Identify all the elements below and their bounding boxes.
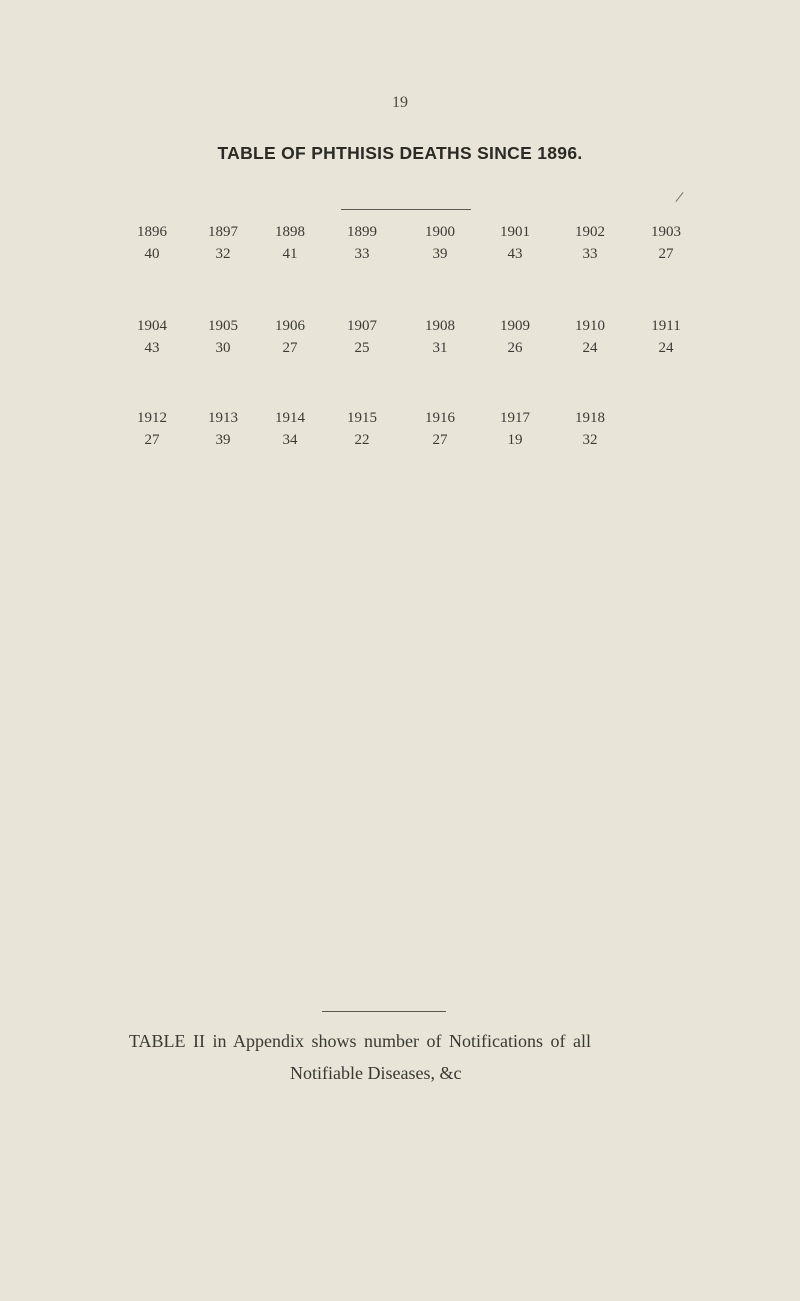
deaths-cell: 24 [658, 340, 674, 356]
year-cell: 1910 [575, 318, 605, 334]
deaths-cell: 27 [144, 432, 160, 448]
year-cell: 1903 [651, 224, 681, 240]
year-cell: 1900 [425, 224, 455, 240]
year-cell: 1906 [275, 318, 305, 334]
deaths-cell: 39 [432, 246, 448, 262]
year-cell: 1901 [500, 224, 530, 240]
deaths-cell: 33 [582, 246, 598, 262]
deaths-cell: 30 [215, 340, 231, 356]
year-cell: 1907 [347, 318, 377, 334]
deaths-cell: 32 [582, 432, 598, 448]
year-cell: 1912 [137, 410, 167, 426]
deaths-cell: 34 [282, 432, 298, 448]
deaths-cell: 33 [354, 246, 370, 262]
year-cell: 1905 [208, 318, 238, 334]
deaths-cell: 40 [144, 246, 160, 262]
deaths-cell: 22 [354, 432, 370, 448]
year-cell: 1902 [575, 224, 605, 240]
deaths-cell: 25 [354, 340, 370, 356]
deaths-cell: 32 [215, 246, 231, 262]
note-line-2: Notifiable Diseases, &c [290, 1063, 462, 1083]
deaths-cell: 41 [282, 246, 298, 262]
deaths-cell: 43 [507, 246, 523, 262]
deaths-cell: 43 [144, 340, 160, 356]
deaths-cell: 31 [432, 340, 448, 356]
deaths-cell: 26 [507, 340, 523, 356]
page-number: 19 [392, 94, 408, 111]
year-cell: 1896 [137, 224, 167, 240]
note-line-1: TABLE II in Appendix shows number of Notifications of all [129, 1031, 591, 1051]
deaths-cell: 27 [282, 340, 298, 356]
year-cell: 1917 [500, 410, 530, 426]
deaths-cell: 27 [432, 432, 448, 448]
year-cell: 1897 [208, 224, 238, 240]
year-cell: 1914 [275, 410, 305, 426]
deaths-cell: 27 [658, 246, 674, 262]
year-cell: 1918 [575, 410, 605, 426]
year-cell: 1916 [425, 410, 455, 426]
table-title: TABLE OF PHTHISIS DEATHS SINCE 1896. [217, 143, 583, 163]
deaths-cell: 19 [507, 432, 523, 448]
year-cell: 1899 [347, 224, 377, 240]
title-rule [341, 209, 471, 210]
year-cell: 1913 [208, 410, 238, 426]
year-cell: 1908 [425, 318, 455, 334]
section-rule [322, 1011, 446, 1012]
year-cell: 1909 [500, 318, 530, 334]
deaths-cell: 24 [582, 340, 598, 356]
year-cell: 1898 [275, 224, 305, 240]
year-cell: 1915 [347, 410, 377, 426]
deaths-cell: 39 [215, 432, 231, 448]
year-cell: 1911 [651, 318, 681, 334]
year-cell: 1904 [137, 318, 167, 334]
stray-mark [675, 192, 683, 202]
